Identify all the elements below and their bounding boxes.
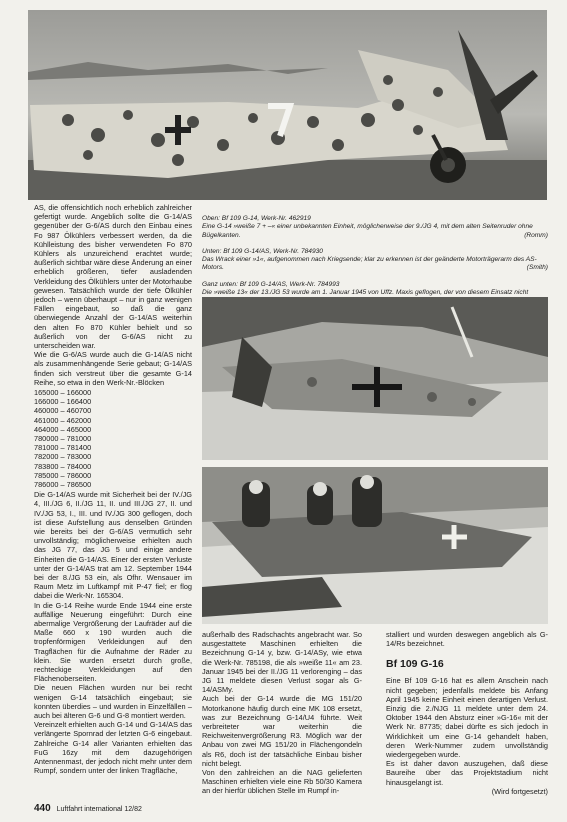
left-para-6: Vereinzelt erhielten auch G-14 und G-14/AS das verlängerte Spornrad der letzten G-6 eingebaut. Zahlreiche G-14 aller Varianten erhielten das FuG 16zy mit dem dazugehörigen Antennenmast, der jedoch nicht mehr unter dem Rumpf, sondern unter der linken Tragfläche, [34,720,192,776]
middle-text-3: Von den zahlreichen an die NAG gelieferten Maschinen erhielten viele eine Rb 50/30 Kamera an der hierfür üblichen Stelle im Rumpf in- [202,768,362,796]
serial-item: 464000 – 465000 [34,424,92,434]
serial-item: 782000 – 783000 [34,452,92,462]
page-number: 440 [34,803,51,814]
caption-2-text: Das Wrack einer »1«, aufgenommen nach Kriegsende; klar zu erkennen ist der geänderte Motorträgerarm des AS-Motors. [202,256,537,272]
serial-item: 166000 – 166400 [34,397,92,407]
caption-2-title: Unten: Bf 109 G-14/AS, Werk-Nr. 784930 [202,247,323,255]
serial-item: 165000 – 166000 [34,388,92,398]
serial-item: 460000 – 460700 [34,406,92,416]
top-photo [28,10,547,200]
left-para-2: Wie die G-6/AS wurde auch die G-14/AS nicht als zusammenhängende Serie gebaut; G-14/AS finden sich verstreut über die gesamte G-14 Reihe, so etwa in den Werk-Nr.-Blöcken [34,350,192,387]
left-para-3: Die G-14/AS wurde mit Sicherheit bei der IV./JG 4, III./JG 6, II./JG 11, II. und III./JG 27, II. und IV./JG 53, I., III. und IV./JG 300 geflogen, doch ist diese Aufstellung aus denselben Gründen wie bereits bei der G-6/AS vermutlich sehr unvollständig; möglicherweise erhielten auch das JG 77, das JG 5 und einige andere Einheiten die G-14/AS. Einer der ersten Verluste unter der G-14/AS trat am 12. September 1944 bei der 8./JG 53 ein, als Ofhr. Wensauer im Raum Metz im Luftkampf mit P-47 fiel; er flog dabei die Werk-Nr. 165304. [34,490,192,601]
caption-1-title: Oben: Bf 109 G-14, Werk-Nr. 462919 [202,215,311,222]
bottom-photo [202,467,548,624]
captions-block [202,215,548,306]
caption-3-title: Ganz unten: Bf 109 G-14/AS, Werk-Nr. 784993 [202,280,340,288]
journal-name: Luftfahrt international 12/82 [56,806,142,813]
continued-note: (Wird fortgesetzt) [491,786,548,796]
serial-item: 786000 – 786500 [34,479,92,489]
middle-photo [202,297,548,460]
right-text-2: Eine Bf 109 G-16 hat es allem Anschein nach nicht gegeben; jedenfalls meldete bis Anfang April 1945 keine Einheit einen derartigen Verlust. Einzig die 2./NJG 11 meldete unter dem 24. Oktober 1944 den Absturz einer »G-16« mit der Werk Nr. 87735; dabei dürfte es sich jedoch in Wirklichkeit um eine G-14 gehandelt haben, deren Werk-Nummer zudem unvollständig wiedergegeben wurde. [386,676,548,760]
right-text: stalliert und wurden deswegen angeblich als G-14/Rs bezeichnet. [386,630,548,649]
left-para-4: In die G-14 Reihe wurde Ende 1944 eine erste auffällige Neuerung eingeführt: Durch eine abermalige Vergrößerung der Laufräder auf die Maße 660 x 190 wurden auch die tropfenförmigen Verkleidungen auf den Tragflächen für die Aufnahme der Räder zu klein. Sie wurden ersetzt durch große, rechteckige Verkleidungen auf den Flächenoberseiten. [34,600,192,684]
middle-column [202,630,362,796]
caption-1-text: Eine G-14 »weiße 7 + –« einer unbekannten Einheit, möglicherweise der 9./JG 4, mit dem alten Seitenruder ohne Bügelkanten. [202,223,533,239]
left-intro: AS, die offensichtlich noch erheblich zahlreicher gefertigt wurde. Angeblich sollte die G-14/AS gegenüber der G-6/AS durch den Einbau eines Fo 987 Ölkühlers verbessert werden, da die Kühlleistung des bisher verwendeten Fo 870 Kühlers als unzureichend erachtet wurde; äußerlich sichtbar wäre diese Änderung an einer erheblich größeren, tiefer ausladenden Verkleidung des Ölkühlers unter der Motorhaube gewesen. Tatsächlich wurde der tiefe Ölkühler jedoch – wenn überhaupt – nur in ganz wenigen Fällen eingebaut, so daß die ganz überwiegende Anzahl der G-14/AS weiterhin den alten Fo 870 Kühler behielt und so äußerlich von der G-6/AS nicht zu unterscheiden war. [34,203,192,351]
middle-text: außerhalb des Radschachts angebracht war. So ausgestattete Maschinen erhielten die Bezeichnung G-14 y, bzw. G-14/ASy, wie etwa die Werk-Nr. 785198, die als »weiße 11« am 23. Januar 1945 bei der II./JG 11 verlorenging – das JG 11 meldete diesen Verlust sogar als G-14/ASMy. [202,630,362,695]
serial-list [34,388,192,489]
bottom-photo-image [202,467,548,624]
top-photo-image [28,10,547,200]
right-text-3: Es ist daher davon auszugehen, daß diese Baureihe über das Projektstadium nicht hinausgelangt ist. [386,759,548,787]
page-footer [34,803,142,814]
middle-photo-image [202,297,548,460]
middle-text-2: Auch bei der G-14 wurde die MG 151/20 Motorkanone häufig durch eine MK 108 ersetzt, was zur Bezeichnung G-14/U4 führte. Weit verbreiteter war weiterhin die Reichweitenvergrößerung R3. Möglich war der Anbau von zwei MG 151/20 in Flächengondeln als R6, doch ist der tatsächliche Einbau bisher nicht belegt. [202,694,362,768]
left-para-5: Die neuen Flächen wurden nur bei recht wenigen G-14 tatsächlich eingebaut; sie konnten überdies – und wurden in Einzelfällen – auch bei älteren G-6 und G-8 montiert werden. [34,683,192,720]
serial-item: 783800 – 784000 [34,461,92,471]
serial-item: 780000 – 781000 [34,434,92,443]
caption-2-credit: (Smith) [526,264,548,272]
serial-item: 461000 – 462000 [34,415,92,425]
serial-item: 785000 – 786000 [34,470,92,480]
left-column [34,203,192,775]
section-heading: Bf 109 G-16 [386,658,444,671]
caption-3-text: Die »weiße 13« der 13./JG 53 wurde am 1. Januar 1945 von Uffz. Maxis geflogen, der von diesem Einsatz nicht [202,289,529,297]
serial-item: 781000 – 781400 [34,443,92,453]
caption-1-credit: (Romm) [524,231,548,239]
right-column [386,630,548,796]
